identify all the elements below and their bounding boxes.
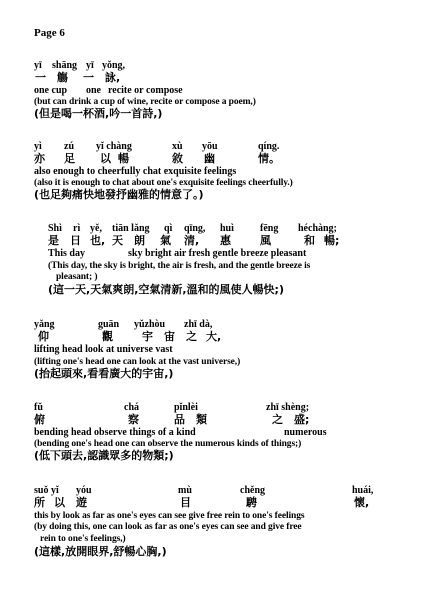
s1-hz-4: 詠,: [105, 71, 121, 84]
s1-hz-2: 觴: [57, 71, 68, 84]
s1-hz-1: 一: [35, 71, 46, 84]
s1-hz-3: 一: [83, 71, 94, 84]
stanza-2-translation: (also it is enough to chat about one's exquisite feelings cheerfully.): [34, 178, 293, 188]
document-page: Page 6 yī shāng yī yǒng, 一 觴 一 詠, one cup one recite or compose (but can drink a cup of wine, recite or compose a poem,) (但是喝一杯酒,吟一首詩,) yì zú yǐ chàng xù yōu qíng. 亦 足 以 暢 敘 幽 情。 also enough to cheerfully chat exquisite feelings (also it is enough to chat about one's exquisite feelings cheerfully.) (也足夠痛快地發抒幽雅的情意了。) Shì rì yě, tiān lǎng qì qīng, huì fēng héchàng; 是 日 也, 天 朗 氣 清, 惠 風 和 暢; This day sky bright air fresh gentle breeze pleasant (This day, the sky is bright, the air is fresh, and the gentle breeze is pleasant; ) (這一天,天氣爽朗,空氣清新,溫和的風使人暢快;) yǎng guān yǔzhòu zhī dà, 仰 觀 宇 宙 之 大, lifting head look at universe vast (lifting one's head one can look at the vast universe,) (抬起頭來,看看廣大的宇宙,) fǔ chá pǐnlèi zhī shèng; 俯 察 品 類 之 盛; bending head observe things of a kind numerous (bending one's head one can observe the numerous kinds of things;) (低下頭去,認識眾多的物類;) suǒ yǐ yóu mù chěng huái, 所 以 遊 目 騁 懷, this by look as far as one's eyes can see give free rein to one's feelings (by doing this, one can look as far as one's eyes can see and give free rein to one's feelings,) (這樣,放開眼界,舒暢心胸,): [34, 27, 374, 558]
stanza-2-gloss: also enough to cheerfully chat exquisite feelings: [34, 166, 237, 177]
stanza-1-chinese: (但是喝一杯酒,吟一首詩,): [34, 107, 163, 120]
s1-py-2: shāng: [52, 60, 78, 71]
stanza-6-translation-1: (by doing this, one can look as far as one's eyes can see and give free: [34, 522, 302, 532]
stanza-5-chinese: (低下頭去,認識眾多的物類;): [34, 449, 174, 462]
stanza-2-chinese: (也足夠痛快地發抒幽雅的情意了。): [34, 188, 204, 201]
stanza-3-chinese: (這一天,天氣爽朗,空氣清新,溫和的風使人暢快;): [48, 283, 284, 296]
stanza-4-gloss: lifting head look at universe vast: [34, 344, 173, 355]
stanza-6-gloss: this by look as far as one's eyes can see give free rein to one's feelings: [34, 511, 305, 521]
s1-py-3: yī: [86, 60, 94, 71]
stanza-3-translation-1: (This day, the sky is bright, the air is fresh, and the gentle breeze is: [48, 261, 311, 271]
stanza-6-chinese: (這樣,放開眼界,舒暢心胸,): [34, 545, 167, 558]
stanza-4-chinese: (抬起頭來,看看廣大的宇宙,): [34, 367, 174, 380]
stanza-5-translation: (bending one's head one can observe the numerous kinds of things;): [34, 439, 302, 449]
s1-py-4: yǒng,: [102, 60, 126, 71]
stanza-1-translation: (but can drink a cup of wine, recite or compose a poem,): [34, 97, 256, 107]
s1-py-1: yī: [34, 60, 42, 71]
stanza-4-translation: (lifting one's head one can look at the vast universe,): [34, 357, 241, 367]
stanza-3-translation-2: pleasant; ): [56, 272, 98, 282]
page-label: Page 6: [34, 27, 65, 39]
stanza-6-translation-2: rein to one's feelings,): [40, 534, 126, 544]
